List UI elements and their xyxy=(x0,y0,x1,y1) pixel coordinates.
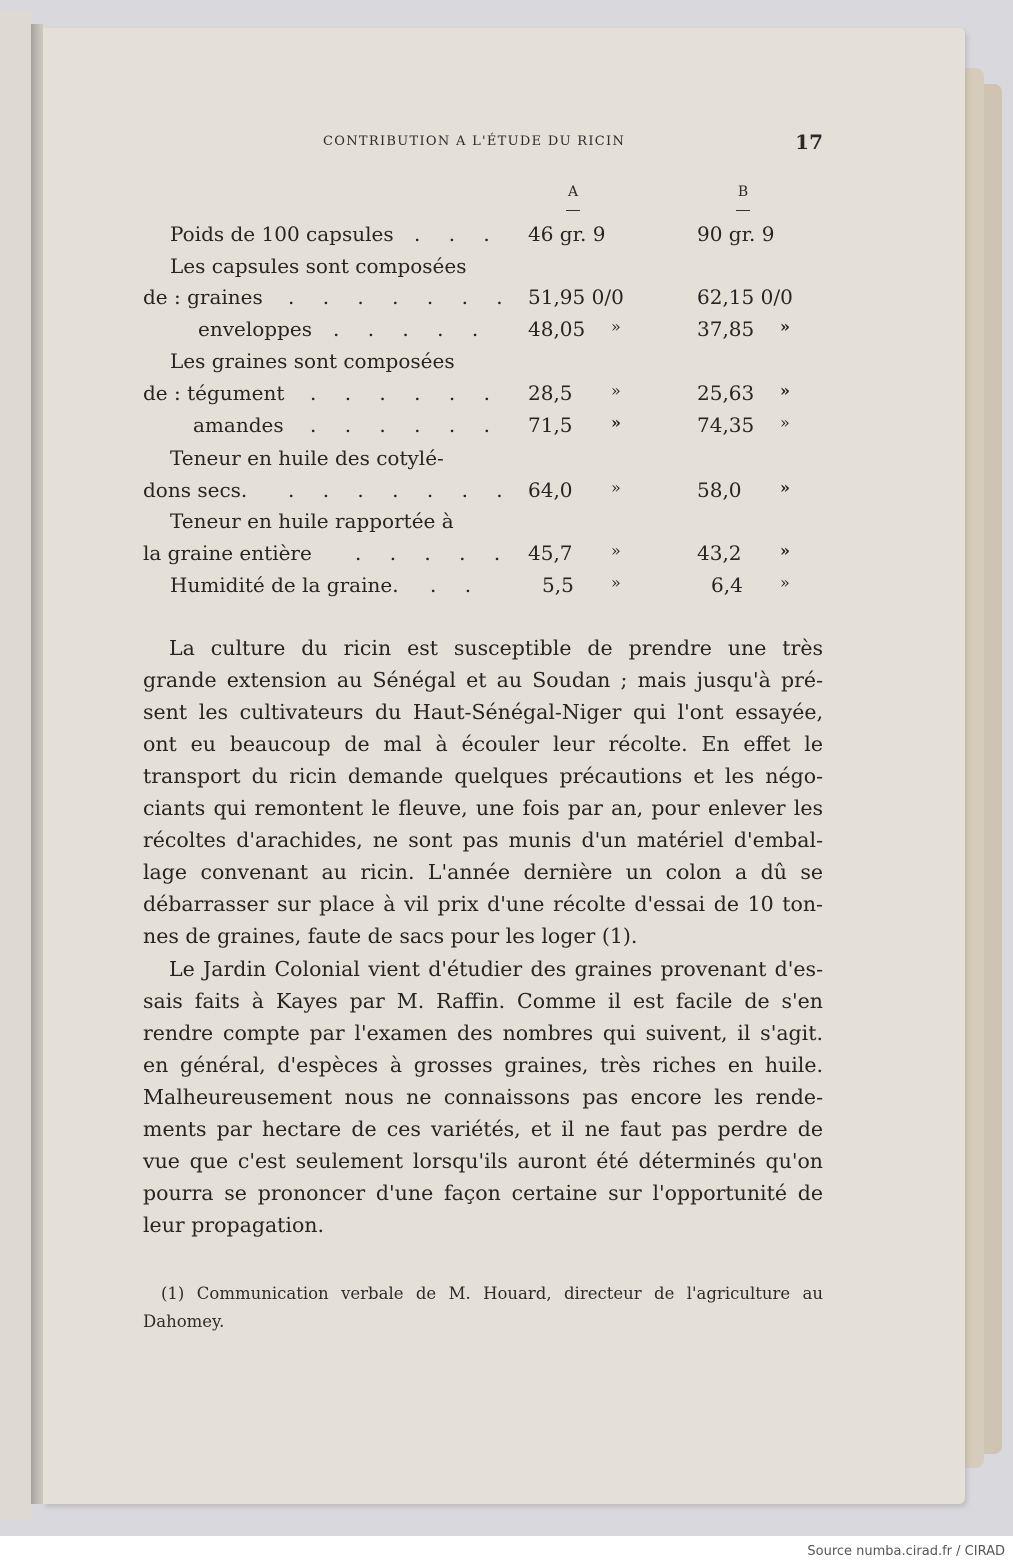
value-a: 46 gr. 9 xyxy=(528,222,606,246)
text-line: lage convenant au ricin. L'année dernière un colon a dû se xyxy=(143,860,823,884)
ditto-mark: » xyxy=(611,413,621,432)
row-label: Poids de 100 capsules xyxy=(170,222,394,246)
leader-dots: . . . . . . . xyxy=(288,285,514,309)
ditto-mark: » xyxy=(780,413,790,432)
table-row xyxy=(0,317,1013,347)
value-a: 45,7 xyxy=(528,541,573,565)
text-line: ciants qui remontent le fleuve, une fois par an, pour enlever les xyxy=(143,796,823,820)
page-number: 17 xyxy=(795,130,823,154)
text-line: en général, d'espèces à grosses graines, très riches en huile. xyxy=(143,1053,823,1077)
footnote-line: Dahomey. xyxy=(143,1312,225,1331)
table-row xyxy=(0,509,1013,539)
ditto-mark: » xyxy=(780,317,790,336)
value-a: 71,5 xyxy=(528,413,573,437)
ditto-mark: » xyxy=(611,381,621,400)
body-paragraph xyxy=(143,953,823,1241)
value-a: 5,5 xyxy=(542,573,574,597)
table-row xyxy=(0,478,1013,508)
body-paragraph xyxy=(143,632,823,952)
text-line: débarrasser sur place à vil prix d'une récolte d'essai de 10 ton- xyxy=(143,892,823,916)
leader-dots: . . xyxy=(430,573,483,597)
value-b: 37,85 xyxy=(697,317,755,341)
source-credit: Source numba.cirad.fr / CIRAD xyxy=(807,1544,1005,1559)
footnote xyxy=(143,1280,823,1336)
column-header-a: A xyxy=(563,184,583,211)
text-line: Malheureusement nous ne connaissons pas encore les rende- xyxy=(143,1085,823,1109)
value-b: 74,35 xyxy=(697,413,755,437)
value-b: 58,0 xyxy=(697,478,742,502)
leader-dots: . . . . . . . xyxy=(288,478,514,502)
text-line: ments par hectare de ces variétés, et il ne faut pas perdre de xyxy=(143,1117,823,1141)
text-line: sent les cultivateurs du Haut-Sénégal-Niger qui l'ont essayée, xyxy=(143,700,823,724)
value-b: 43,2 xyxy=(697,541,742,565)
text-line: rendre compte par l'examen des nombres qui suivent, il s'agit. xyxy=(143,1021,823,1045)
value-a: 64,0 xyxy=(528,478,573,502)
table-row xyxy=(0,413,1013,443)
text-line: sais faits à Kayes par M. Raffin. Comme il est facile de s'en xyxy=(143,989,823,1013)
row-label: dons secs. xyxy=(143,478,248,502)
running-title: CONTRIBUTION A L'ÉTUDE DU RICIN xyxy=(323,134,626,149)
row-label: Humidité de la graine. xyxy=(170,573,399,597)
table-row xyxy=(0,349,1013,379)
value-b: 25,63 xyxy=(697,381,755,405)
leader-dots: . . . . . xyxy=(355,541,512,565)
value-b: 90 gr. 9 xyxy=(697,222,775,246)
table-row xyxy=(0,381,1013,411)
text-line: ont eu beaucoup de mal à écouler leur récolte. En effet le xyxy=(143,732,823,756)
row-label: la graine entière xyxy=(143,541,312,565)
text-line: nes de graines, faute de sacs pour les loger (1). xyxy=(143,924,638,948)
table-row xyxy=(0,446,1013,476)
text-line: Le Jardin Colonial vient d'étudier des graines provenant d'es- xyxy=(169,957,823,981)
leader-dots: . . . . . . xyxy=(310,381,501,405)
leader-dots: . . . . . xyxy=(333,317,490,341)
text-line: vue que c'est seulement lorsqu'ils auront été déterminés qu'on xyxy=(143,1149,823,1173)
text-line: transport du ricin demande quelques précautions et les négo- xyxy=(143,764,823,788)
table-row xyxy=(0,285,1013,315)
leader-dots: . . . . . . xyxy=(310,413,501,437)
value-a: 48,05 xyxy=(528,317,586,341)
text-line: pourra se prononcer d'une façon certaine sur l'opportunité de xyxy=(143,1181,823,1205)
ditto-mark: » xyxy=(611,573,621,592)
footnote-line: (1) Communication verbale de M. Houard, directeur de l'agriculture au xyxy=(161,1284,823,1303)
value-b: 62,15 0/0 xyxy=(697,285,793,309)
leader-dots: . . . xyxy=(414,222,501,246)
table-row xyxy=(0,541,1013,571)
row-label: Teneur en huile rapportée à xyxy=(170,509,454,533)
ditto-mark: » xyxy=(611,478,621,497)
row-label: de : tégument xyxy=(143,381,285,405)
ditto-mark: » xyxy=(780,478,790,497)
row-label: Les capsules sont composées xyxy=(170,254,467,278)
ditto-mark: » xyxy=(780,381,790,400)
value-a: 51,95 0/0 xyxy=(528,285,624,309)
row-label: Teneur en huile des cotylé- xyxy=(170,446,444,470)
text-line: récoltes d'arachides, ne sont pas munis d'un matériel d'embal- xyxy=(143,828,823,852)
table-row xyxy=(0,573,1013,603)
text-line: leur propagation. xyxy=(143,1213,325,1237)
table-row xyxy=(0,222,1013,252)
row-label: de : graines xyxy=(143,285,263,309)
value-a: 28,5 xyxy=(528,381,573,405)
row-label: amandes xyxy=(193,413,284,437)
column-header-b: B xyxy=(733,184,753,211)
text-line: grande extension au Sénégal et au Soudan ; mais jusqu'à pré- xyxy=(143,668,823,692)
table-row xyxy=(0,254,1013,284)
row-label: Les graines sont composées xyxy=(170,349,455,373)
value-b: 6,4 xyxy=(711,573,743,597)
ditto-mark: » xyxy=(780,573,790,592)
ditto-mark: » xyxy=(611,317,621,336)
row-label: enveloppes xyxy=(198,317,312,341)
ditto-mark: » xyxy=(780,541,790,560)
ditto-mark: » xyxy=(611,541,621,560)
text-line: La culture du ricin est susceptible de prendre une très xyxy=(169,636,823,660)
